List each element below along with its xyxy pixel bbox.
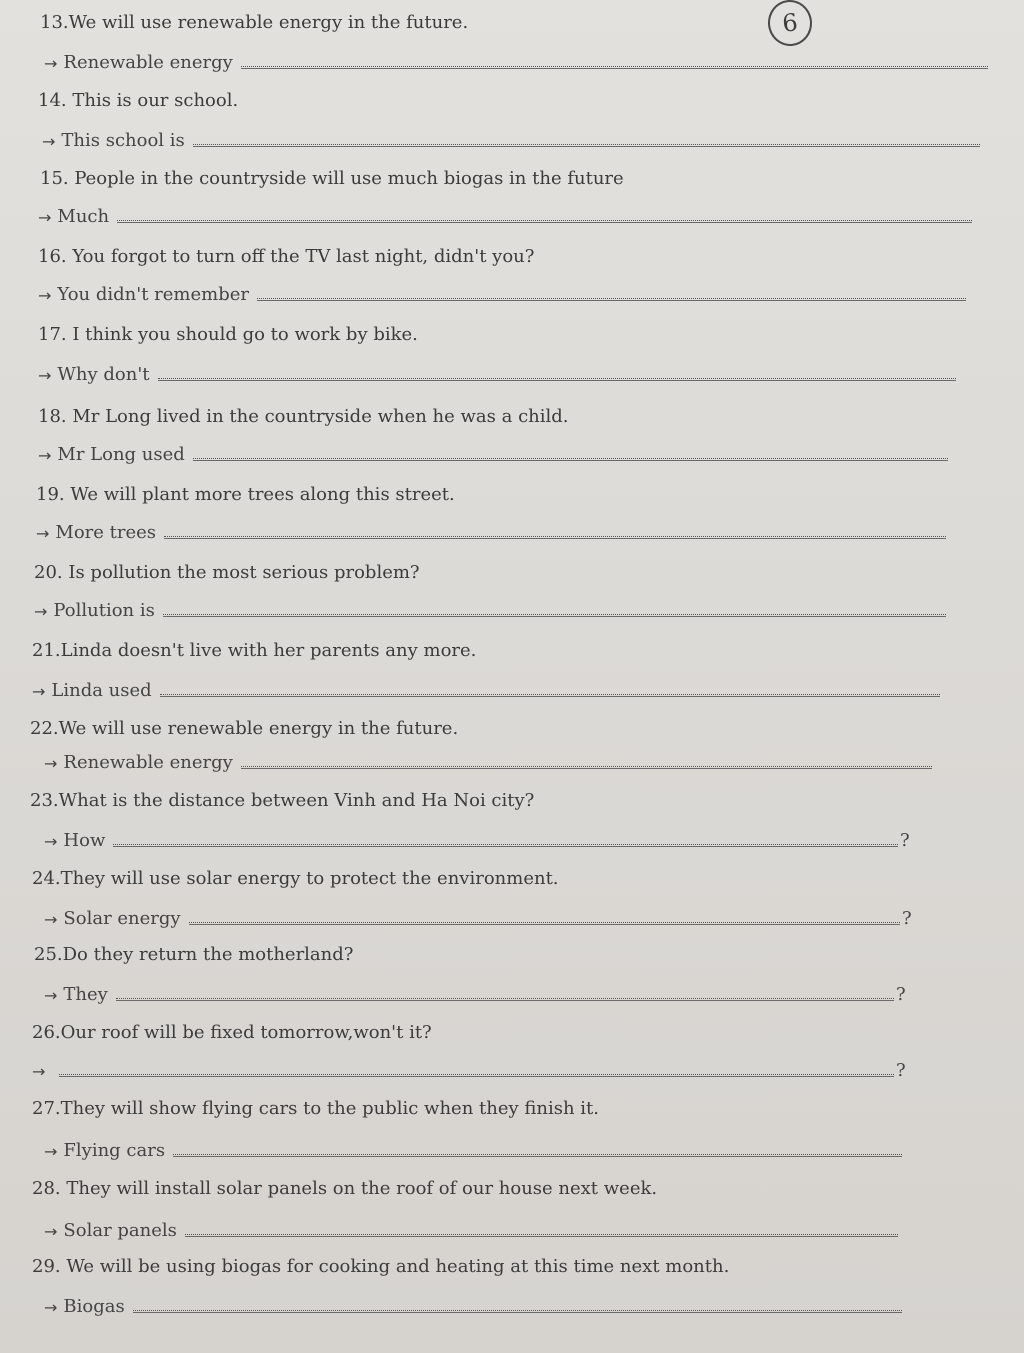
answer-blank-line[interactable]	[117, 219, 972, 221]
question-sentence: 28. They will install solar panels on the roof of our house next week.	[32, 1178, 658, 1199]
answer-blank-line[interactable]	[173, 1153, 902, 1155]
answer-row	[44, 52, 988, 73]
answer-prompt: Linda used	[51, 680, 152, 701]
arrow-icon: →	[38, 208, 52, 227]
arrow-icon: →	[44, 910, 58, 929]
answer-prompt: This school is	[61, 130, 185, 151]
question-sentence: 20. Is pollution the most serious problem?	[34, 562, 420, 583]
answer-blank-line[interactable]	[241, 765, 932, 767]
arrow-icon: →	[38, 366, 52, 385]
answer-prompt: Solar energy	[63, 908, 181, 929]
arrow-icon: →	[44, 1222, 58, 1241]
answer-prompt: Renewable energy	[63, 752, 233, 773]
answer-prompt: They	[63, 984, 108, 1005]
answer-prompt: Much	[57, 206, 110, 227]
arrow-icon: →	[44, 1298, 58, 1317]
answer-row	[44, 752, 932, 773]
answer-row	[44, 1296, 902, 1317]
end-punctuation: ?	[896, 984, 906, 1005]
answer-row	[42, 130, 980, 151]
question-sentence: 26.Our roof will be fixed tomorrow,won't it?	[32, 1022, 432, 1043]
end-punctuation: ?	[902, 908, 912, 929]
question-sentence: 22.We will use renewable energy in the future.	[30, 718, 459, 739]
arrow-icon: →	[44, 754, 58, 773]
arrow-icon: →	[44, 832, 58, 851]
answer-row	[36, 522, 946, 543]
answer-blank-line[interactable]	[116, 997, 894, 999]
answer-blank-line[interactable]	[193, 457, 948, 459]
answer-blank-line[interactable]	[163, 613, 946, 615]
arrow-icon: →	[34, 602, 48, 621]
end-punctuation: ?	[896, 1060, 906, 1081]
answer-blank-line[interactable]	[189, 921, 900, 923]
answer-prompt: Solar panels	[63, 1220, 177, 1241]
question-sentence: 14. This is our school.	[38, 90, 239, 111]
arrow-icon: →	[32, 1062, 46, 1081]
question-sentence: 13.We will use renewable energy in the future.	[40, 12, 469, 33]
question-sentence: 27.They will show flying cars to the public when they finish it.	[32, 1098, 600, 1119]
answer-row	[38, 206, 972, 227]
question-sentence: 21.Linda doesn't live with her parents any more.	[32, 640, 477, 661]
answer-row	[32, 680, 940, 701]
arrow-icon: →	[44, 54, 58, 73]
answer-blank-line[interactable]	[160, 693, 940, 695]
answer-prompt: How	[63, 830, 106, 851]
answer-row	[44, 830, 910, 851]
arrow-icon: →	[44, 1142, 58, 1161]
answer-row	[38, 364, 956, 385]
question-sentence: 23.What is the distance between Vinh and Ha Noi city?	[30, 790, 535, 811]
answer-prompt: Flying cars	[63, 1140, 166, 1161]
answer-row	[44, 1140, 902, 1161]
question-sentence: 18. Mr Long lived in the countryside when he was a child.	[38, 406, 569, 427]
answer-prompt: More trees	[55, 522, 157, 543]
answer-blank-line[interactable]	[257, 297, 966, 299]
arrow-icon: →	[38, 446, 52, 465]
answer-row	[44, 908, 912, 929]
question-sentence: 24.They will use solar energy to protect the environment.	[32, 868, 559, 889]
page-number: 6	[766, 0, 815, 48]
question-sentence: 16. You forgot to turn off the TV last night, didn't you?	[38, 246, 535, 267]
answer-row	[38, 444, 948, 465]
answer-blank-line[interactable]	[241, 65, 988, 67]
answer-row	[44, 984, 906, 1005]
answer-blank-line[interactable]	[113, 843, 898, 845]
answer-row	[34, 600, 946, 621]
answer-blank-line[interactable]	[193, 143, 980, 145]
question-sentence: 15. People in the countryside will use much biogas in the future	[40, 168, 624, 189]
answer-prompt: You didn't remember	[57, 284, 249, 305]
answer-prompt: Pollution is	[53, 600, 155, 621]
question-sentence: 17. I think you should go to work by bike.	[38, 324, 418, 345]
question-sentence: 29. We will be using biogas for cooking and heating at this time next month.	[32, 1256, 730, 1277]
answer-blank-line[interactable]	[164, 535, 946, 537]
answer-row	[38, 284, 966, 305]
answer-blank-line[interactable]	[158, 377, 956, 379]
end-punctuation: ?	[900, 830, 910, 851]
answer-blank-line[interactable]	[133, 1309, 902, 1311]
question-sentence: 25.Do they return the motherland?	[34, 944, 354, 965]
answer-prompt: Renewable energy	[63, 52, 233, 73]
answer-prompt: Why don't	[57, 364, 150, 385]
answer-prompt: Mr Long used	[57, 444, 185, 465]
question-sentence: 19. We will plant more trees along this street.	[36, 484, 455, 505]
arrow-icon: →	[38, 286, 52, 305]
arrow-icon: →	[32, 682, 46, 701]
answer-prompt: Biogas	[63, 1296, 125, 1317]
arrow-icon: →	[42, 132, 56, 151]
answer-row	[44, 1220, 898, 1241]
arrow-icon: →	[36, 524, 50, 543]
arrow-icon: →	[44, 986, 58, 1005]
answer-row	[32, 1060, 906, 1081]
answer-blank-line[interactable]	[59, 1073, 894, 1075]
answer-blank-line[interactable]	[185, 1233, 898, 1235]
